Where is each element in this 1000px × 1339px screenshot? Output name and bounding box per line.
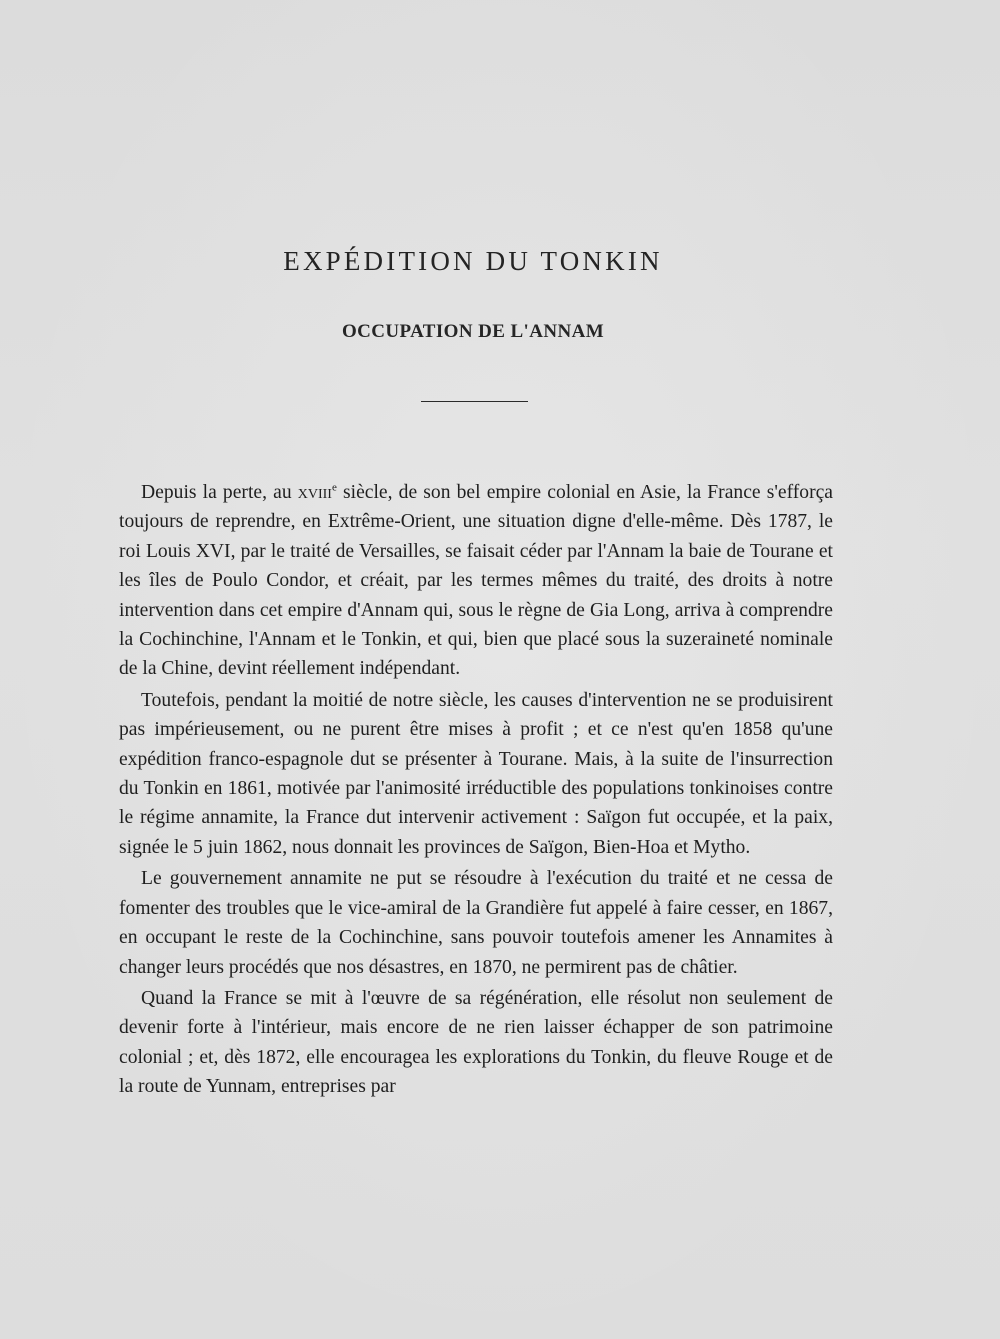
century-superscript: e [331, 481, 337, 494]
paragraph-3: Le gouvernement annamite ne put se résoudre à l'exécution du traité et ne cessa de fomenter des troubles que le vice-amiral de la Grandière fut appelé à faire cesser, en 1867, en occupant le reste de la Cochinchine, sans pouvoir toutefois amener les Annamites à changer leurs procédés que nos désastres, en 1870, ne permirent pas de châtier. [119, 868, 833, 978]
page-title: EXPÉDITION DU TONKIN [283, 246, 663, 276]
paragraph-1-before: Depuis la perte, au [141, 482, 298, 503]
title-divider [421, 401, 528, 402]
paragraph-1 [119, 478, 833, 684]
paragraph-4: Quand la France se mit à l'œuvre de sa régénération, elle résolut non seulement de devenir forte à l'intérieur, mais encore de ne rien laisser échapper de son patrimoine colonial ; et, dès 1872, elle encouragea les explorations du Tonkin, du fleuve Rouge et de la route de Yunnam, entreprises par [119, 987, 833, 1098]
century-numeral: xviii [297, 482, 332, 503]
paragraph-1-after: siècle, de son bel empire colonial en Asie, la France s'efforça toujours de reprendre, en Extrême-Orient, une situation digne d'elle-même. Dès 1787, le roi Louis XVI, par le traité de Versailles, se faisait céder par l'Annam la baie de Tourane et les îles de Poulo Condor, et créait, par les termes mêmes du traité, des droits à notre intervention dans cet empire d'Annam qui, sous le règne de Gia Long, arriva à comprendre la Cochinchine, l'Annam et le Tonkin, et qui, bien que placé sous la suzeraineté nominale de la Chine, devint réellement indépendant. [119, 482, 833, 680]
body-text [119, 478, 833, 1104]
paragraph-2: Toutefois, pendant la moitié de notre siècle, les causes d'intervention ne se produisirent pas impérieusement, ou ne purent être mises à profit ; et ce n'est qu'en 1858 qu'une expédition franco-espagnole dut se présenter à Tourane. Mais, à la suite de l'insurrection du Tonkin en 1861, motivée par l'animosité irréductible des populations tonkinoises contre le régime annamite, la France dut intervenir activement : Saïgon fut occupée, et la paix, signée le 5 juin 1862, nous donnait les provinces de Saïgon, Bien-Hoa et Mytho. [119, 689, 833, 858]
page-subtitle: OCCUPATION DE L'ANNAM [341, 321, 605, 342]
